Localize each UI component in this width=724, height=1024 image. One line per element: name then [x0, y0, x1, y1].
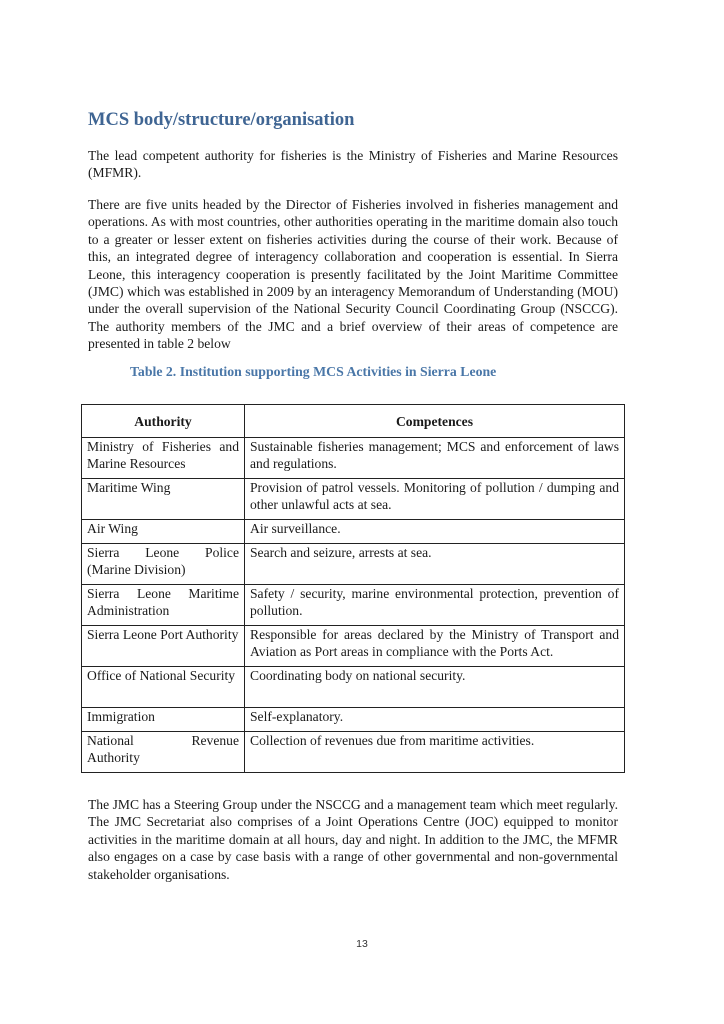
page-number: 13: [356, 938, 368, 950]
table-row: [82, 667, 625, 708]
table-row: [82, 438, 625, 479]
authority-cell: Ministry of Fisheries and Marine Resources: [82, 438, 245, 479]
table-row: [82, 520, 625, 544]
table-row: [82, 544, 625, 585]
section-heading: MCS body/structure/organisation: [88, 110, 355, 130]
competences-cell: Coordinating body on national security.: [245, 667, 625, 708]
competences-cell: Safety / security, marine environmental protection, prevention of pollution.: [245, 585, 625, 626]
table-row: [82, 708, 625, 732]
authority-cell: Sierra Leone Port Authority: [82, 626, 245, 667]
authority-cell: Sierra Leone Police (Marine Division): [82, 544, 245, 585]
institutions-table: [81, 404, 625, 773]
competences-cell: Sustainable fisheries management; MCS and enforcement of laws and regulations.: [245, 438, 625, 479]
competences-cell: Self-explanatory.: [245, 708, 625, 732]
authority-cell: Air Wing: [82, 520, 245, 544]
column-header-competences: Competences: [245, 405, 625, 438]
competences-cell: Responsible for areas declared by the Ministry of Transport and Aviation as Port areas in compliance with the Ports Act.: [245, 626, 625, 667]
table-row: [82, 626, 625, 667]
table-header-row: [82, 405, 625, 438]
competences-cell: Collection of revenues due from maritime activities.: [245, 732, 625, 773]
competences-cell: Air surveillance.: [245, 520, 625, 544]
competences-cell: Search and seizure, arrests at sea.: [245, 544, 625, 585]
table-caption: Table 2. Institution supporting MCS Activities in Sierra Leone: [130, 364, 497, 379]
paragraph-lead-authority: The lead competent authority for fisheries is the Ministry of Fisheries and Marine Resources (MFMR).: [88, 148, 618, 181]
table-row: [82, 585, 625, 626]
paragraph-jmc-structure: The JMC has a Steering Group under the NSCCG and a management team which meet regularly. The JMC Secretariat also comprises of a Joint Operations Centre (JOC) equipped to monitor activities in the maritime domain at all hours, day and night. In addition to the JMC, the MFMR also engages on a case by case basis with a range of other governmental and non-governmental stakeholder organisations.: [88, 797, 618, 882]
authority-cell: Maritime Wing: [82, 479, 245, 520]
competences-cell: Provision of patrol vessels. Monitoring of pollution / dumping and other unlawful acts at sea.: [245, 479, 625, 520]
table-row: [82, 732, 625, 773]
paragraph-interagency: There are five units headed by the Director of Fisheries involved in fisheries management and operations. As with most countries, other authorities operating in the maritime domain also touch to a greater or lesser extent on fisheries activities during the course of their work. Because of this, an integrated degree of interagency collaboration and cooperation is essential. In Sierra Leone, this interagency cooperation is presently facilitated by the Joint Maritime Committee (JMC) which was established in 2009 by an interagency Memorandum of Understanding (MOU) under the overall supervision of the National Security Council Coordinating Group (NSCCG). The authority members of the JMC and a brief overview of their areas of competence are presented in table 2 below: [88, 197, 618, 352]
authority-cell: Immigration: [82, 708, 245, 732]
table-row: [82, 479, 625, 520]
column-header-authority: Authority: [82, 405, 245, 438]
authority-cell: National Revenue Authority: [82, 732, 245, 773]
authority-cell: Sierra Leone Maritime Administration: [82, 585, 245, 626]
authority-cell: Office of National Security: [82, 667, 245, 708]
